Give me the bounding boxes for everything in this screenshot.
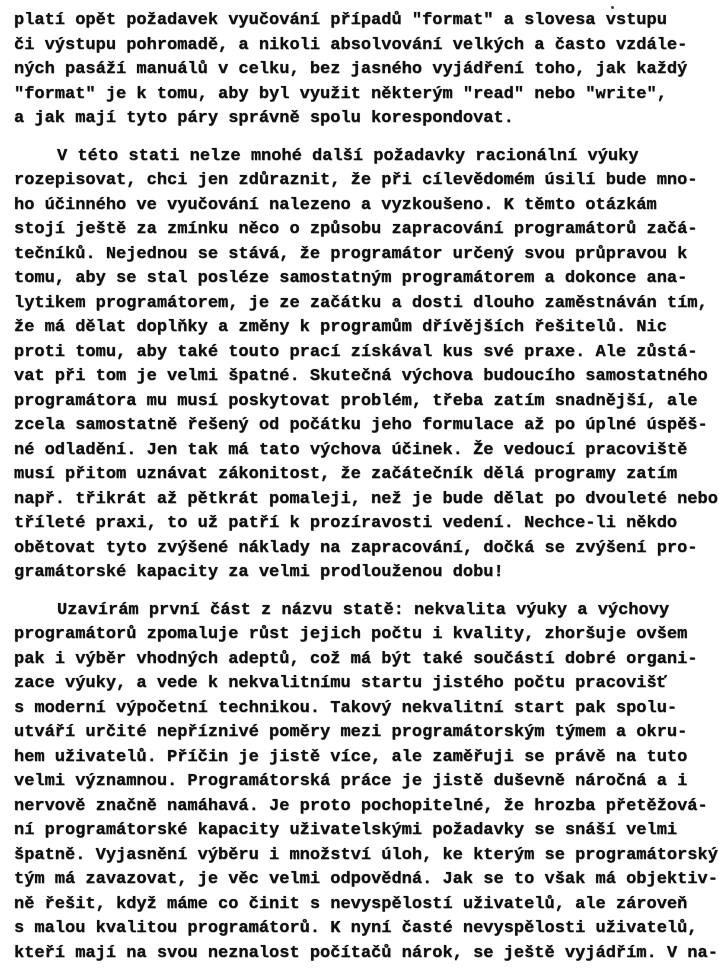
text-line: ně řešit, když máme co činit s nevyspělostí uživatelů, ale zároveň — [14, 894, 688, 914]
text-line: platí opět požadavek vyučování případů "format" a slovesa vstupu — [14, 11, 667, 30]
text-line: utváří určité nepříznivé poměry mezi programátorským týmem a okru- — [14, 723, 688, 742]
text-line: vat při tom je velmi špatné. Skutečná výchova budoucího samostatného — [14, 367, 708, 386]
paragraph — [14, 145, 718, 586]
text-line: programátorů zpomaluje růst jejich počtu i kvality, zhoršuje ovšem — [14, 625, 688, 644]
text-line: proti tomu, aby také touto prací získával kus své praxe. Ale zůstá- — [14, 342, 698, 362]
text-line: že má dělat doplňky a změny k programům dřívějších řešitelů. Nic — [14, 318, 667, 337]
text-line: ných pasáží manuálů v celku, bez jasného vyjádření toho, jak každý — [14, 60, 688, 79]
text-line: ho účinného ve vyučování nalezeno a vyzkoušeno. K těmto otázkám — [14, 195, 657, 215]
text-line: s moderní výpočetní technikou. Takový nekvalitní start pak spolu- — [14, 698, 678, 718]
text-line: velmi významnou. Programátorská práce je jistě duševně náročná a i — [14, 772, 688, 791]
text-line: zcela samostatně řešený od počátku jeho formulace až po úplné úspěš- — [14, 416, 708, 435]
document-text — [14, 9, 718, 966]
text-line: zace výuky, a vede k nekvalitnímu startu jistého počtu pracovišť — [14, 674, 667, 693]
text-line: lytikem programátorem, je ze začátku a dosti dlouho zaměstnáván tím, — [14, 293, 708, 313]
text-line: Uzavírám první část z názvu statě: nekvalita výuky a výchovy — [57, 600, 670, 620]
text-line: pak i výběr vhodných adeptů, což má být také součástí dobré organi- — [14, 649, 698, 669]
text-line: ní programátorské kapacity uživatelskými požadavky se snáší velmi — [14, 821, 678, 840]
text-line: gramátorské kapacity za velmi prodlouženou dobu! — [14, 563, 504, 582]
paragraph — [14, 9, 709, 132]
text-line: V této stati nelze mnohé další požadavky racionální výuky — [57, 146, 639, 166]
text-line: programátora mu musí poskytovat problém, třeba zatím snadnější, ale — [14, 391, 698, 411]
text-line: "format" je k tomu, aby byl využit některým "read" nebo "write", — [14, 84, 667, 104]
paragraph — [14, 599, 718, 967]
text-line: např. třikrát až pětkrát pomaleji, než je bude dělat po dvouleté nebo — [14, 489, 718, 509]
text-line: a jak mají tyto páry správně spolu korespondovat. — [14, 109, 514, 128]
text-line: hem uživatelů. Příčin je jistě více, ale zaměřuji se právě na tuto — [14, 747, 688, 767]
text-line: nervově značně namáhavá. Je proto pochopitelné, že hrozba přetěžová- — [14, 796, 708, 816]
text-line: špatně. Vyjasnění výběru i množství úloh, ke kterým se programátorský — [14, 845, 718, 865]
text-line: rozepisovat, chci jen zdůraznit, že při cílevědomém úsilí bude mno- — [14, 171, 698, 190]
text-line: tříleté praxi, to už patří k prozíravosti vedení. Nechce-li někdo — [14, 514, 678, 533]
text-line: tomu, aby se stal posléze samostatným programátorem a dokonce ana- — [14, 269, 688, 288]
text-line: kteří mají na svou neznalost počítačů nárok, se ještě vyjádřím. V na- — [14, 943, 718, 963]
text-line: tým má zavazovat, je věc velmi odpovědná. Jak se to však má objektiv- — [14, 870, 718, 889]
text-line: s malou kvalitou programátorů. K nyní časté nevyspělosti uživatelů, — [14, 919, 698, 938]
text-line: musí přitom uznávat zákonitost, že začátečník dělá programy zatím — [14, 465, 678, 484]
text-line: tečníků. Nejednou se stává, že programátor určený svou průpravou k — [14, 244, 688, 264]
text-line: či výstupu pohromadě, a nikoli absolvování velkých a často vzdále- — [14, 35, 688, 55]
text-line: obětovat tyto zvýšené náklady na zapracování, dočká se zvýšení pro- — [14, 538, 698, 558]
scan-speck — [611, 6, 614, 9]
text-line: né odladění. Jen tak má tato výchova účinek. Že vedoucí pracoviště — [14, 440, 688, 460]
text-line: stojí ještě za zmínku něco o způsobu zapracování programátorů začá- — [14, 220, 698, 239]
